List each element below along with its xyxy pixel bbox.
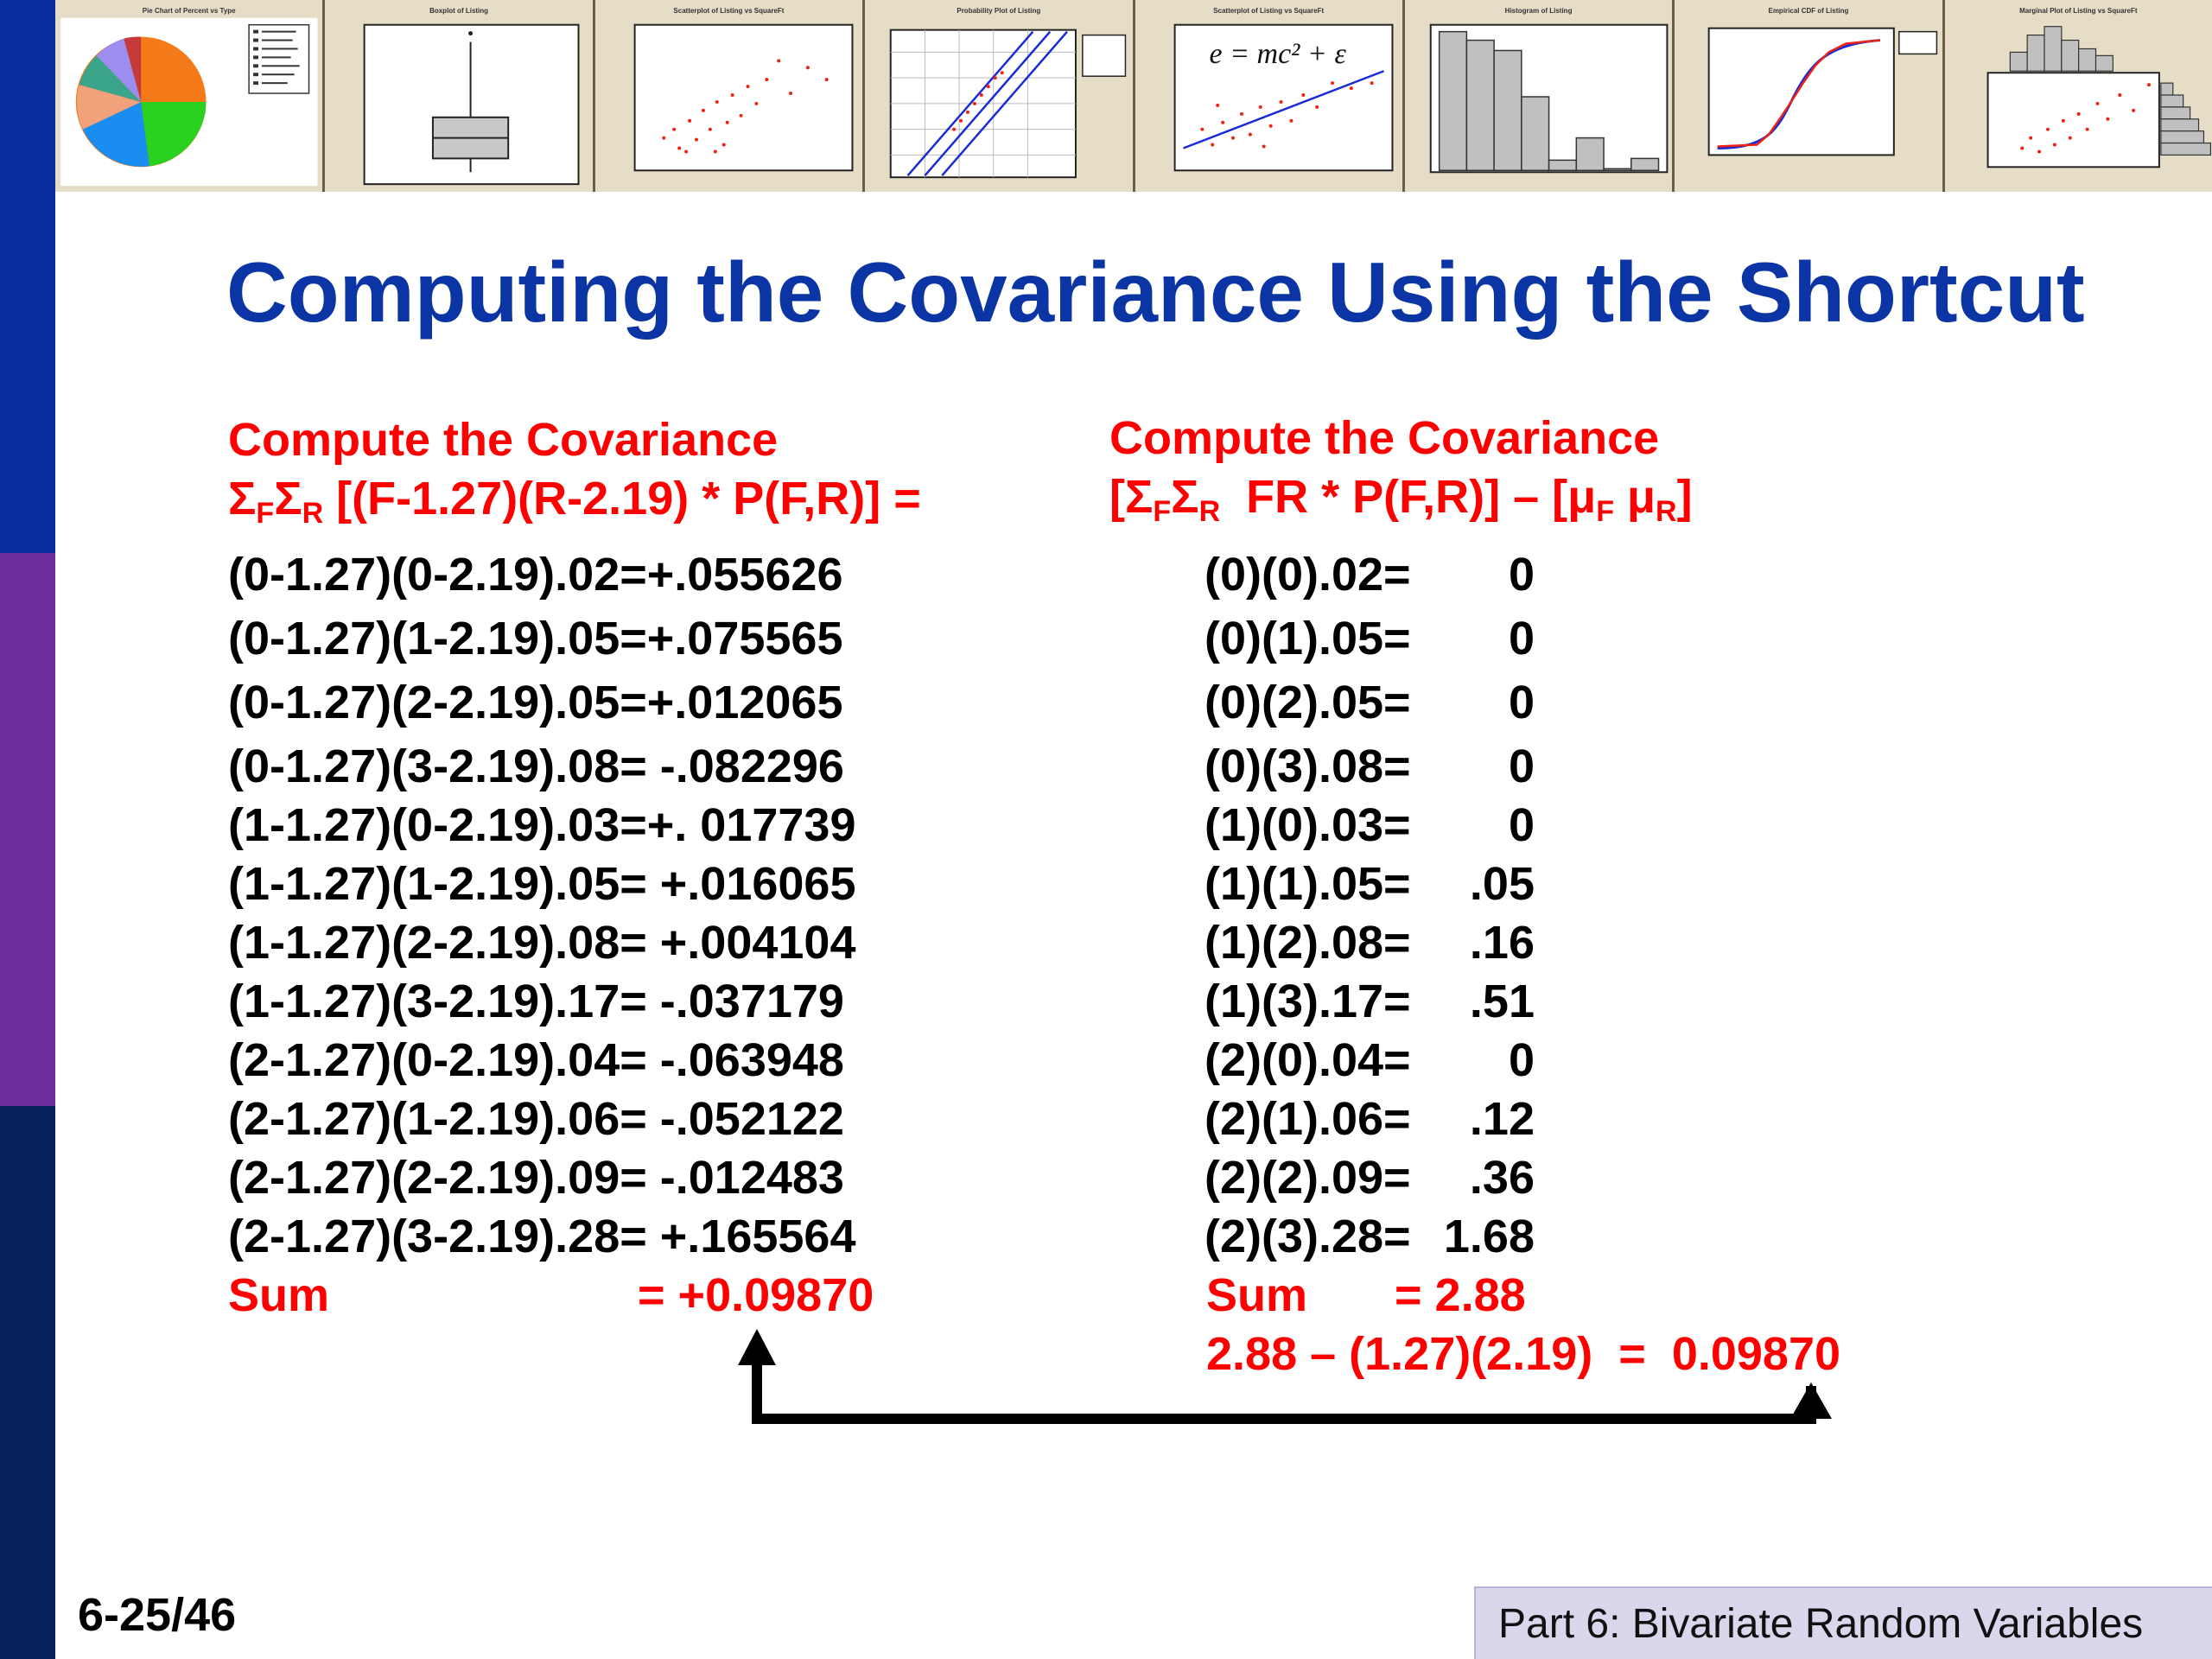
boxplot-icon [325,0,592,192]
thumb-title: Empirical CDF of Listing [1768,7,1849,15]
left-row: (2-1.27)(0-2.19).04= -.063948 [228,1034,844,1086]
right-row-value: 0 [1508,799,1535,851]
footer-section-label [1474,1586,2212,1659]
right-row-expr: (2)(2).09= [1205,1152,1411,1204]
thumb-histogram [1405,0,1675,192]
probability-plot-icon [865,0,1132,192]
right-formula [1109,471,1693,528]
scatterplot-icon [595,0,862,192]
right-final-line: 2.88 – (1.27)(2.19) = 0.09870 [1206,1328,1841,1380]
right-row-value: .36 [1469,1152,1535,1204]
right-row-expr: (2)(1).06= [1205,1093,1411,1145]
side-bar-middle [0,553,55,1106]
left-row: (0-1.27)(0-2.19).02=+.055626 [228,549,843,601]
mu-r: μ [1626,471,1656,523]
thumb-title: Boxplot of Listing [429,7,489,15]
formula-text: e = mc² + ε [1209,38,1346,70]
left-row: (0-1.27)(3-2.19).08= -.082296 [228,741,844,792]
thumb-title: Marginal Plot of Listing vs SquareFt [2019,7,2138,15]
right-row-value: .12 [1469,1093,1535,1145]
thumb-marginal-plot [1945,0,2212,192]
arrow-head-up-right [1790,1382,1832,1419]
right-row-value: 0 [1508,613,1535,664]
mu-sub-f: F [1596,495,1614,528]
close-bracket: ] [1676,471,1693,523]
right-row-expr: (2)(0).04= [1205,1034,1411,1086]
right-row-expr: (0)(3).08= [1205,741,1411,792]
left-row: (1-1.27)(3-2.19).17= -.037179 [228,976,844,1027]
thumb-ecdf [1675,0,1944,192]
right-row-value: 0 [1508,549,1535,601]
sigma-r: Σ [1171,471,1199,523]
right-sum-value: = 2.88 [1395,1269,1526,1321]
right-row-value: 0 [1508,741,1535,792]
open-bracket: [ [1109,471,1125,523]
left-sum-label: Sum [228,1269,330,1321]
left-sum-value: = +0.09870 [638,1269,874,1321]
thumbnail-strip [55,0,2212,192]
page-number: 6-25/46 [78,1589,237,1641]
slide-title: Computing the Covariance Using the Shortcut [226,245,2085,340]
right-row-expr: (0)(1).05= [1205,613,1411,664]
thumb-title: Scatterplot of Listing vs SquareFt [673,7,785,15]
pie-chart-icon [55,0,322,192]
sigma-f: Σ [1124,471,1154,523]
formula-body: FR * P(F,R)] – [ [1220,471,1568,523]
sub-f: F [256,497,275,530]
right-row-expr: (1)(0).03= [1205,799,1411,851]
arrow-head-up-left [738,1329,776,1365]
left-heading: Compute the Covariance [228,414,779,466]
left-row: (2-1.27)(1-2.19).06= -.052122 [228,1093,844,1145]
left-row: (0-1.27)(2-2.19).05=+.012065 [228,677,843,728]
right-row-value: .51 [1469,976,1535,1027]
right-row-expr: (0)(0).02= [1205,549,1411,601]
sigma-f: Σ [228,473,257,524]
thumb-pie-chart [55,0,325,192]
right-row-value: 0 [1508,677,1535,728]
side-bar-top [0,0,55,553]
mu-f: μ [1567,471,1597,523]
mu-sub-r: R [1656,495,1677,528]
left-row: (0-1.27)(1-2.19).05=+.075565 [228,613,843,664]
marginal-plot-icon [1945,0,2212,192]
sub-r: R [1198,495,1221,528]
histogram-icon [1405,0,1672,192]
thumb-probability-plot [865,0,1135,192]
thumb-title: Pie Chart of Percent vs Type [142,7,236,15]
right-row-value: .16 [1469,917,1535,969]
thumb-scatter-regression [1135,0,1405,192]
left-row: (2-1.27)(3-2.19).28= +.165564 [228,1211,856,1262]
thumb-boxplot [325,0,594,192]
footer-text: Part 6: Bivariate Random Variables [1498,1601,2144,1647]
sigma-r: Σ [274,473,302,524]
ecdf-icon [1675,0,1942,192]
left-row: (1-1.27)(1-2.19).05= +.016065 [228,858,856,910]
scatter-regression-icon [1135,0,1402,192]
side-bar-bottom [0,1106,55,1659]
right-row-expr: (1)(1).05= [1205,858,1411,910]
left-row: (2-1.27)(2-2.19).09= -.012483 [228,1152,844,1204]
right-row-value: 0 [1508,1034,1535,1086]
right-row-value: 1.68 [1443,1211,1535,1262]
thumb-title: Scatterplot of Listing vs SquareFt [1213,7,1325,15]
left-formula [228,473,921,530]
thumb-title: Histogram of Listing [1504,7,1573,15]
right-row-value: .05 [1469,858,1535,910]
thumb-scatterplot [595,0,865,192]
sub-r: R [302,497,324,530]
sub-f: F [1153,495,1172,528]
thumb-title: Probability Plot of Listing [957,7,1041,15]
right-row-expr: (0)(2).05= [1205,677,1411,728]
right-sum-label: Sum [1206,1269,1308,1321]
right-row-expr: (1)(3).17= [1205,976,1411,1027]
formula-body: [(F-1.27)(R-2.19) * P(F,R)] = [323,473,921,524]
right-row-expr: (2)(3).28= [1205,1211,1411,1262]
left-row: (1-1.27)(2-2.19).08= +.004104 [228,917,856,969]
left-row: (1-1.27)(0-2.19).03=+. 017739 [228,799,856,851]
right-heading: Compute the Covariance [1109,412,1660,464]
right-row-expr: (1)(2).08= [1205,917,1411,969]
